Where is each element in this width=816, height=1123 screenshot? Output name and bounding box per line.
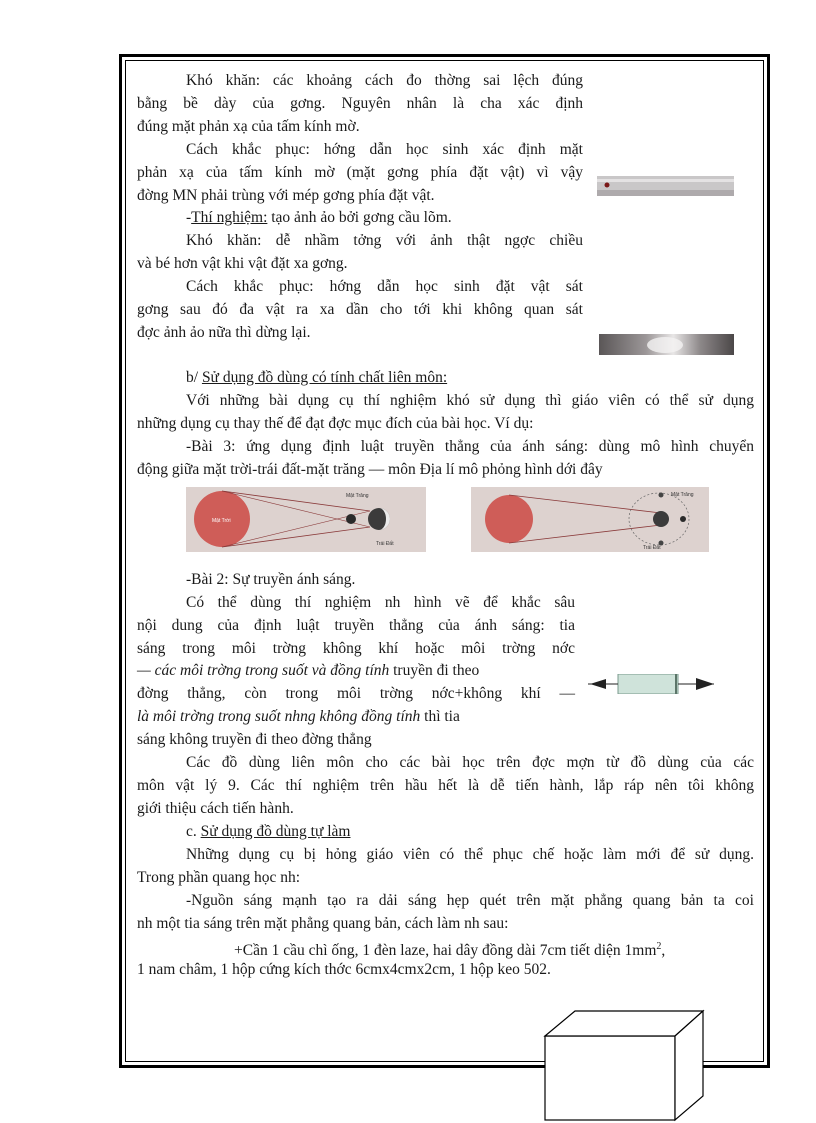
text-line: giới thiệu cách tiến hành. [137,799,294,817]
text-line: Những dụng cụ bị hỏng giáo viên có thể phục chế hoặc làm mới để sử dụng. [186,846,754,863]
text-line: thì tia [420,707,460,725]
paragraph-light-source [186,890,754,913]
paragraph-light-source-cont [137,913,754,936]
section-c-heading [186,821,586,844]
paragraph-fix-2-cont [137,299,583,344]
moon-label: Mặt Trăng [346,493,369,499]
text-line: nội dung của định luật truyền thẳng của ánh sáng: tia [137,617,575,634]
text-line: những dụng cụ thay thế để đạt đợc mục đích của bài học. Ví dụ: [137,415,534,432]
text-line: Khó khăn: dễ nhầm tởng với ảnh thật ngợc chiều [186,232,583,249]
text-line: 1 nam châm, 1 hộp cứng kích thớc 6cmx4cmx2cm, 1 hộp keo 502. [137,961,551,978]
text-line: Các đồ dùng liên môn cho các bài học trên đợc mợn từ đồ dùng của các [186,754,754,771]
paragraph-interdisciplinary [186,390,754,413]
text-line: bằng bề dày của gơng. Nguyên nhân là cha xác định [137,95,583,112]
text-line: sáng không truyền đi theo đờng thẳng [137,730,372,748]
text-line: phản xạ của tấm kính mờ (mặt gơng phía đặt vật) vì vậy [137,164,583,181]
text-line: đờng MN phải trùng với mép gơng phía đặt vật. [137,186,435,204]
section-prefix: b/ [186,369,202,386]
text-line: -Nguồn sáng mạnh tạo ra dải sáng hẹp quét trên mặt phẳng quang bản ta coi [186,892,754,909]
paragraph-lesson-3 [186,436,754,459]
paragraph-materials-cont [137,959,754,982]
italic-text: — các môi trờng trong suốt và đồng tính [137,662,390,680]
lunar-eclipse-figure [471,487,709,552]
text-line: -Bài 3: ứng dụng định luật truyền thẳng của ánh sáng: dùng mô hình chuyển [186,438,754,455]
paragraph-fix-1-cont [137,162,583,207]
paragraph-lesson-3-cont [137,459,754,482]
text-line: -Bài 2: Sự truyền ánh sáng. [186,571,356,588]
paragraph-light-propagation-cont [137,615,575,751]
paragraph-fix-2 [186,276,583,299]
italic-text: là môi trờng trong suốt nhng không đồng tính [137,707,421,725]
paragraph-difficulty-1 [186,70,583,93]
paragraph-fix-1 [186,139,583,162]
text-line: nh một tia sáng trên mặt phẳng quang bản, cách làm nh sau: [137,915,509,932]
section-prefix: c. [186,823,201,840]
text-line: Khó khăn: các khoảng cách đo thờng sai lệch đúng [186,72,583,89]
text-line: môn vật lý 9. Các thí nghiệm trên hầu hết là dễ tiến hành, lắp ráp nên tôi không [137,777,754,794]
concave-mirror-photo [599,334,734,355]
text-line: tạo ảnh ảo bởi gơng cầu lõm. [267,209,452,226]
paragraph-lesson-2 [186,569,586,592]
text-line: sáng trong môi trờng không khí hoặc môi trờng nớc [137,639,575,657]
earth-label: Trái Đất [376,541,394,547]
text-line: +Cần 1 cầu chì ống, 1 đèn laze, hai dây đồng dài 7cm tiết diện 1mm [234,942,657,960]
earth-label: Trái Đất [643,545,661,551]
box-drawing [540,1008,710,1122]
paragraph-experiment: -Thí nghiệm: tạo ảnh ảo bởi gơng cầu lõm. [186,209,452,226]
sun-label: Mặt Trời [212,518,231,524]
paragraph-borrowed-tools [186,752,754,775]
paragraph-self-made [186,844,754,867]
text-line: và bé hơn vật khi vật đặt xa gơng. [137,255,348,272]
superscript: 2 [656,941,662,952]
mirror-photo [597,176,734,196]
text-line: Cách khắc phục: hớng dẫn học sinh xác định mặt [186,141,583,158]
paragraph-light-propagation [186,592,575,615]
text-line: Cách khắc phục: hớng dẫn học sinh đặt vật sát [186,278,583,295]
section-title: Sử dụng đồ dùng có tính chất liên môn: [201,369,448,386]
experiment-label: Thí nghiệm: [191,209,268,226]
paragraph-interdisciplinary-cont [137,413,754,436]
water-tank-photo [588,674,716,694]
text-line: Với những bài dụng cụ thí nghiệm khó sử dụng thì giáo viên có thể sử dụng [186,392,754,409]
solar-eclipse-figure [186,487,426,552]
paragraph-borrowed-tools-cont [137,775,754,820]
paragraph-difficulty-2 [186,230,583,253]
text-line: Trong phần quang học nh: [137,869,301,886]
section-title: Sử dụng đồ dùng tự làm [200,823,351,840]
paragraph-difficulty-1-cont [137,93,583,138]
text-line: , [661,942,666,960]
text-line: đờng thẳng, còn trong môi trờng nớc+không khí — [137,685,575,703]
section-b-heading [186,367,636,390]
text-line: truyền đi theo [389,662,480,680]
text-line: Có thể dùng thí nghiệm nh hình vẽ để khắc sâu [186,594,575,611]
text-line: đợc ảnh ảo nữa thì dừng lại. [137,323,311,341]
text-line: đúng mặt phản xạ của tấm kính mờ. [137,117,360,135]
text-line: động giữa mặt trời-trái đất-mặt trăng — môn Địa lí mô phỏng hình dới đây [137,461,603,478]
paragraph-difficulty-2-cont [137,253,583,276]
text-line: gơng sau đó đa vật ra xa dần cho tới khi không quan sát [137,301,583,318]
paragraph-self-made-cont [137,867,754,890]
moon-label: Mặt Trăng [671,492,694,498]
